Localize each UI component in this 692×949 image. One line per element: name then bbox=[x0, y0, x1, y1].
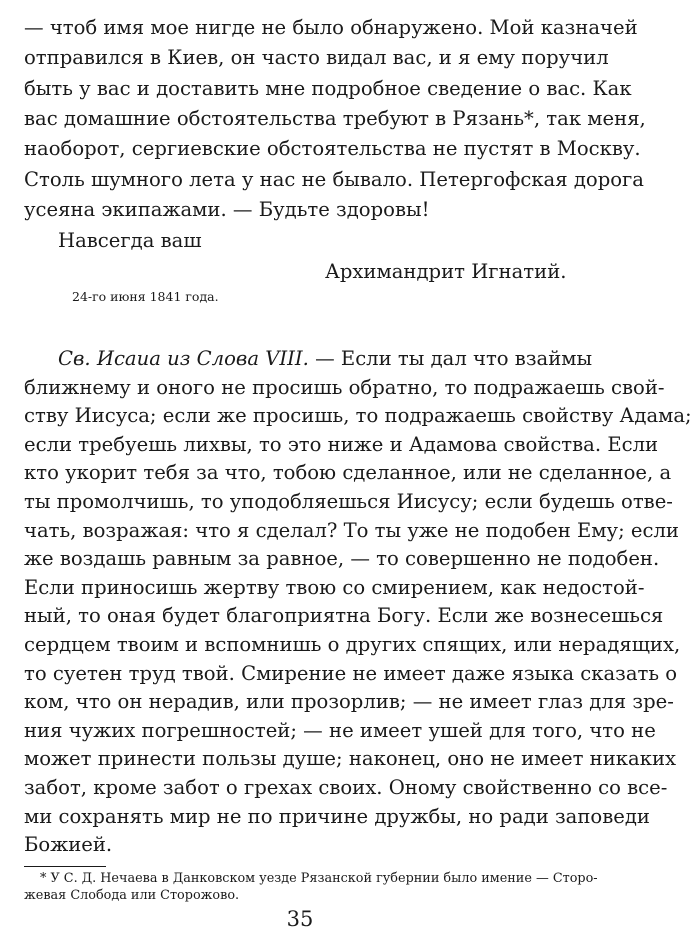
excerpt-line: ком, что он нерадив, или прозорлив; — не имеет глаз для зре- bbox=[24, 690, 674, 714]
excerpt-line: Если приносишь жертву твою со смирением, как недостой- bbox=[24, 575, 645, 599]
letter-signature: Архимандрит Игнатий. bbox=[325, 260, 567, 283]
letter-line-7: усеяна экипажами. — Будьте здоровы! bbox=[24, 198, 430, 221]
letter-closing: Навсегда ваш bbox=[58, 229, 202, 252]
excerpt-line: если требуешь лихвы, то это ниже и Адамова свойства. Если bbox=[24, 432, 659, 456]
letter-line-2: отправился в Киев, он часто видал вас, и я ему поручил bbox=[24, 46, 609, 69]
letter-line-4: вас домашние обстоятельства требуют в Рязань*, так меня, bbox=[24, 107, 646, 130]
excerpt-line: может принести пользы душе; наконец, оно не имеет никаких bbox=[24, 747, 677, 771]
excerpt-line: чать, возражая: что я сделал? То ты уже не подобен Ему; если bbox=[24, 518, 679, 542]
letter-line-1: — чтоб имя мое нигде не было обнаружено. Мой казначей bbox=[24, 16, 638, 39]
excerpt-line: забот, кроме забот о грехах своих. Оному свойственно со все- bbox=[24, 776, 668, 799]
excerpt-line: ству Иисуса; если же просишь, то подражаешь свойству Адама; bbox=[24, 404, 692, 428]
letter-line-5: наоборот, сергиевские обстоятельства не пустят в Москву. bbox=[24, 137, 641, 160]
excerpt-line: ты промолчишь, то уподобляешься Иисусу; если будешь отве- bbox=[24, 490, 673, 513]
excerpt-first-line-text: — Если ты дал что взаймы bbox=[308, 347, 593, 370]
letter-date: 24-го июня 1841 года. bbox=[72, 289, 219, 304]
footnote-line-1: * У С. Д. Нечаева в Данковском уезде Рязанской губернии было имение — Сторо- bbox=[40, 871, 598, 886]
excerpt-line: кто укорит тебя за что, тобою сделанное, или не сделанное, а bbox=[24, 461, 672, 485]
page-number: 35 bbox=[286, 907, 314, 931]
excerpt-line: ближнему и оного не просишь обратно, то подражаешь свой- bbox=[24, 375, 665, 399]
footnote-line-2: жевая Слобода или Сторожово. bbox=[24, 888, 240, 903]
excerpt-source: Св. Исаиа из Слова VIII. bbox=[58, 347, 309, 370]
excerpt-line: сердцем твоим и вспомнишь о других спящих, или нерадящих, bbox=[24, 633, 681, 656]
letter-line-6: Столь шумного лета у нас не бывало. Петергофская дорога bbox=[24, 168, 644, 191]
footnote-divider bbox=[24, 866, 106, 867]
excerpt-line: ния чужих погрешностей; — не имеет ушей для того, что не bbox=[24, 718, 656, 742]
excerpt-first-line bbox=[58, 345, 593, 372]
letter-line-3: быть у вас и доставить мне подробное сведение о вас. Как bbox=[24, 77, 632, 100]
excerpt-last-line: Божией. bbox=[24, 833, 113, 857]
excerpt-line: то суетен труд твой. Смирение не имеет даже языка сказать о bbox=[24, 661, 678, 685]
excerpt-line: ный, то оная будет благоприятна Богу. Если же вознесешься bbox=[24, 604, 664, 628]
excerpt-line: ми сохранять мир не по причине дружбы, но ради заповеди bbox=[24, 804, 650, 828]
excerpt-line: же воздашь равным за равное, — то совершенно не подобен. bbox=[24, 547, 660, 571]
